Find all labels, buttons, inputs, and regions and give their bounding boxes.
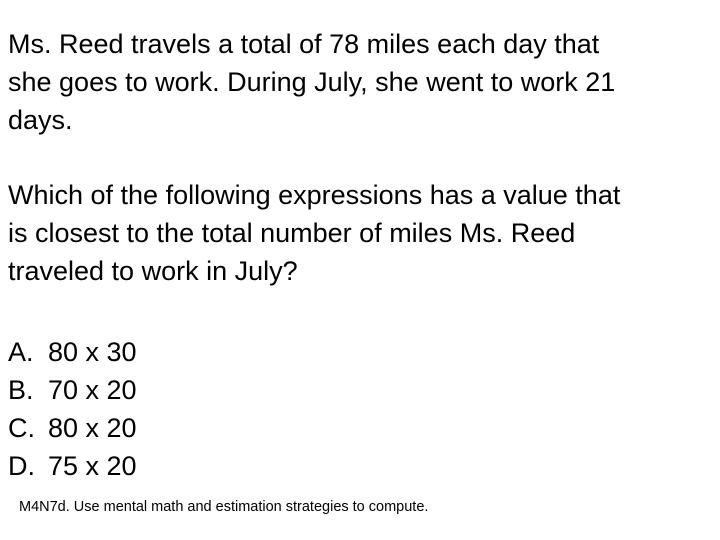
standard-footnote: M4N7d. Use mental math and estimation strategies to compute. — [19, 499, 429, 515]
choice-expression: 80 x 30 — [48, 337, 137, 367]
choice-letter: D. — [8, 451, 35, 481]
choice-d — [8, 447, 137, 485]
choice-expression: 75 x 20 — [48, 451, 137, 481]
choice-b — [8, 371, 137, 409]
choice-c — [8, 409, 137, 447]
question-prompt — [8, 176, 708, 290]
prompt-line: is closest to the total number of miles Ms. Reed — [8, 218, 576, 248]
choice-letter: A. — [8, 337, 34, 367]
choice-letter: C. — [8, 413, 35, 443]
choice-a — [8, 333, 137, 371]
intro-line: Ms. Reed travels a total of 78 miles each day that — [8, 29, 600, 59]
intro-line: she goes to work. During July, she went to work 21 — [8, 67, 616, 97]
choice-letter: B. — [8, 375, 34, 405]
question-intro — [8, 25, 708, 139]
choice-expression: 80 x 20 — [48, 413, 137, 443]
prompt-line: traveled to work in July? — [8, 256, 298, 286]
intro-line: days. — [8, 105, 73, 135]
choice-expression: 70 x 20 — [48, 375, 137, 405]
prompt-line: Which of the following expressions has a value that — [8, 180, 621, 210]
answer-choices — [8, 333, 137, 485]
